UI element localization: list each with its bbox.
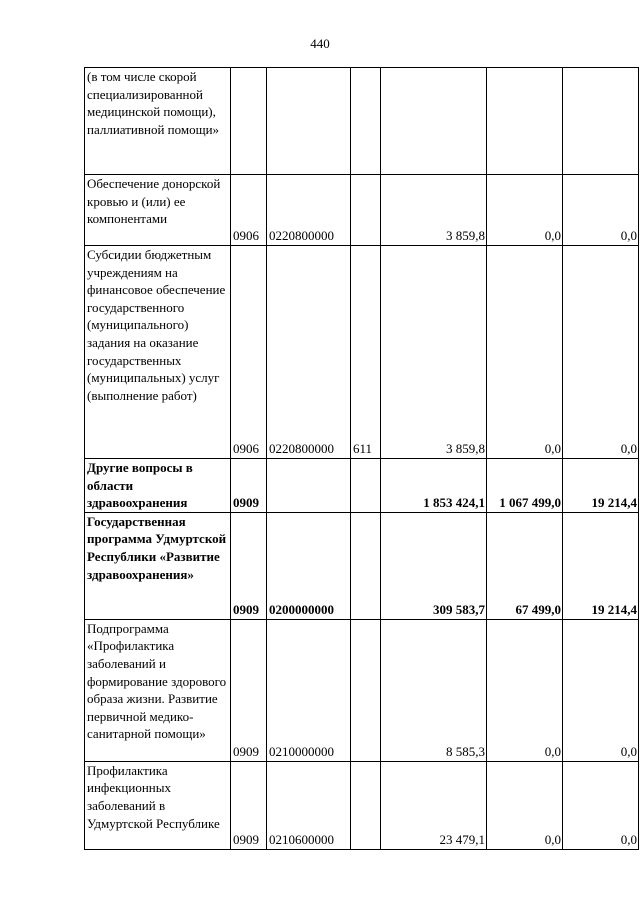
- row-amount-2: 1 067 499,0: [487, 459, 563, 513]
- row-expense-type: [351, 459, 381, 513]
- row-amount-3: [563, 68, 639, 175]
- row-name: (в том числе скорой специализированной медицинской помощи), паллиативной помощи»: [85, 68, 231, 175]
- row-name: Субсидии бюджетным учреждениям на финансовое обеспечение государственного (муниципального) задания на оказание государственных (муниципальных) услуг (выполнение работ): [85, 246, 231, 459]
- row-section: 0909: [231, 619, 267, 761]
- page-number: 440: [310, 36, 330, 51]
- row-amount-3: 19 214,4: [563, 512, 639, 619]
- row-amount-1: 3 859,8: [381, 175, 487, 246]
- row-target-article: 0210000000: [267, 619, 351, 761]
- row-amount-1: 8 585,3: [381, 619, 487, 761]
- row-amount-3: 0,0: [563, 246, 639, 459]
- row-expense-type: [351, 512, 381, 619]
- row-section: [231, 68, 267, 175]
- row-section: 0906: [231, 175, 267, 246]
- row-amount-2: [487, 68, 563, 175]
- row-target-article: [267, 459, 351, 513]
- table-row: [85, 761, 639, 849]
- table-row: [85, 512, 639, 619]
- row-expense-type: [351, 761, 381, 849]
- row-section: 0909: [231, 459, 267, 513]
- row-expense-type: [351, 175, 381, 246]
- row-amount-3: 0,0: [563, 761, 639, 849]
- row-section: 0909: [231, 512, 267, 619]
- row-name: Обеспечение донорской кровью и (или) ее компонентами: [85, 175, 231, 246]
- row-amount-2: 0,0: [487, 175, 563, 246]
- row-section: 0906: [231, 246, 267, 459]
- row-name: Другие вопросы в области здравоохранения: [85, 459, 231, 513]
- row-name: Профилактика инфекционных заболеваний в Удмуртской Республике: [85, 761, 231, 849]
- table-row: [85, 459, 639, 513]
- row-section: 0909: [231, 761, 267, 849]
- row-expense-type: [351, 68, 381, 175]
- row-expense-type: [351, 619, 381, 761]
- table-row: [85, 619, 639, 761]
- row-amount-1: 309 583,7: [381, 512, 487, 619]
- row-target-article: 0220800000: [267, 175, 351, 246]
- row-name: Подпрограмма «Профилактика заболеваний и формирование здорового образа жизни. Развитие первичной медико-санитарной помощи»: [85, 619, 231, 761]
- row-amount-2: 67 499,0: [487, 512, 563, 619]
- row-amount-2: 0,0: [487, 619, 563, 761]
- row-amount-2: 0,0: [487, 761, 563, 849]
- row-target-article: 0210600000: [267, 761, 351, 849]
- row-amount-2: 0,0: [487, 246, 563, 459]
- row-amount-3: 0,0: [563, 619, 639, 761]
- table-row: [85, 68, 639, 175]
- row-target-article: [267, 68, 351, 175]
- table-row: [85, 246, 639, 459]
- row-amount-1: 1 853 424,1: [381, 459, 487, 513]
- budget-table: [84, 67, 639, 850]
- row-amount-1: [381, 68, 487, 175]
- row-amount-3: 19 214,4: [563, 459, 639, 513]
- row-target-article: 0200000000: [267, 512, 351, 619]
- row-amount-1: 3 859,8: [381, 246, 487, 459]
- table-row: [85, 175, 639, 246]
- row-name: Государственная программа Удмуртской Республики «Развитие здравоохранения»: [85, 512, 231, 619]
- row-expense-type: 611: [351, 246, 381, 459]
- row-target-article: 0220800000: [267, 246, 351, 459]
- row-amount-1: 23 479,1: [381, 761, 487, 849]
- row-amount-3: 0,0: [563, 175, 639, 246]
